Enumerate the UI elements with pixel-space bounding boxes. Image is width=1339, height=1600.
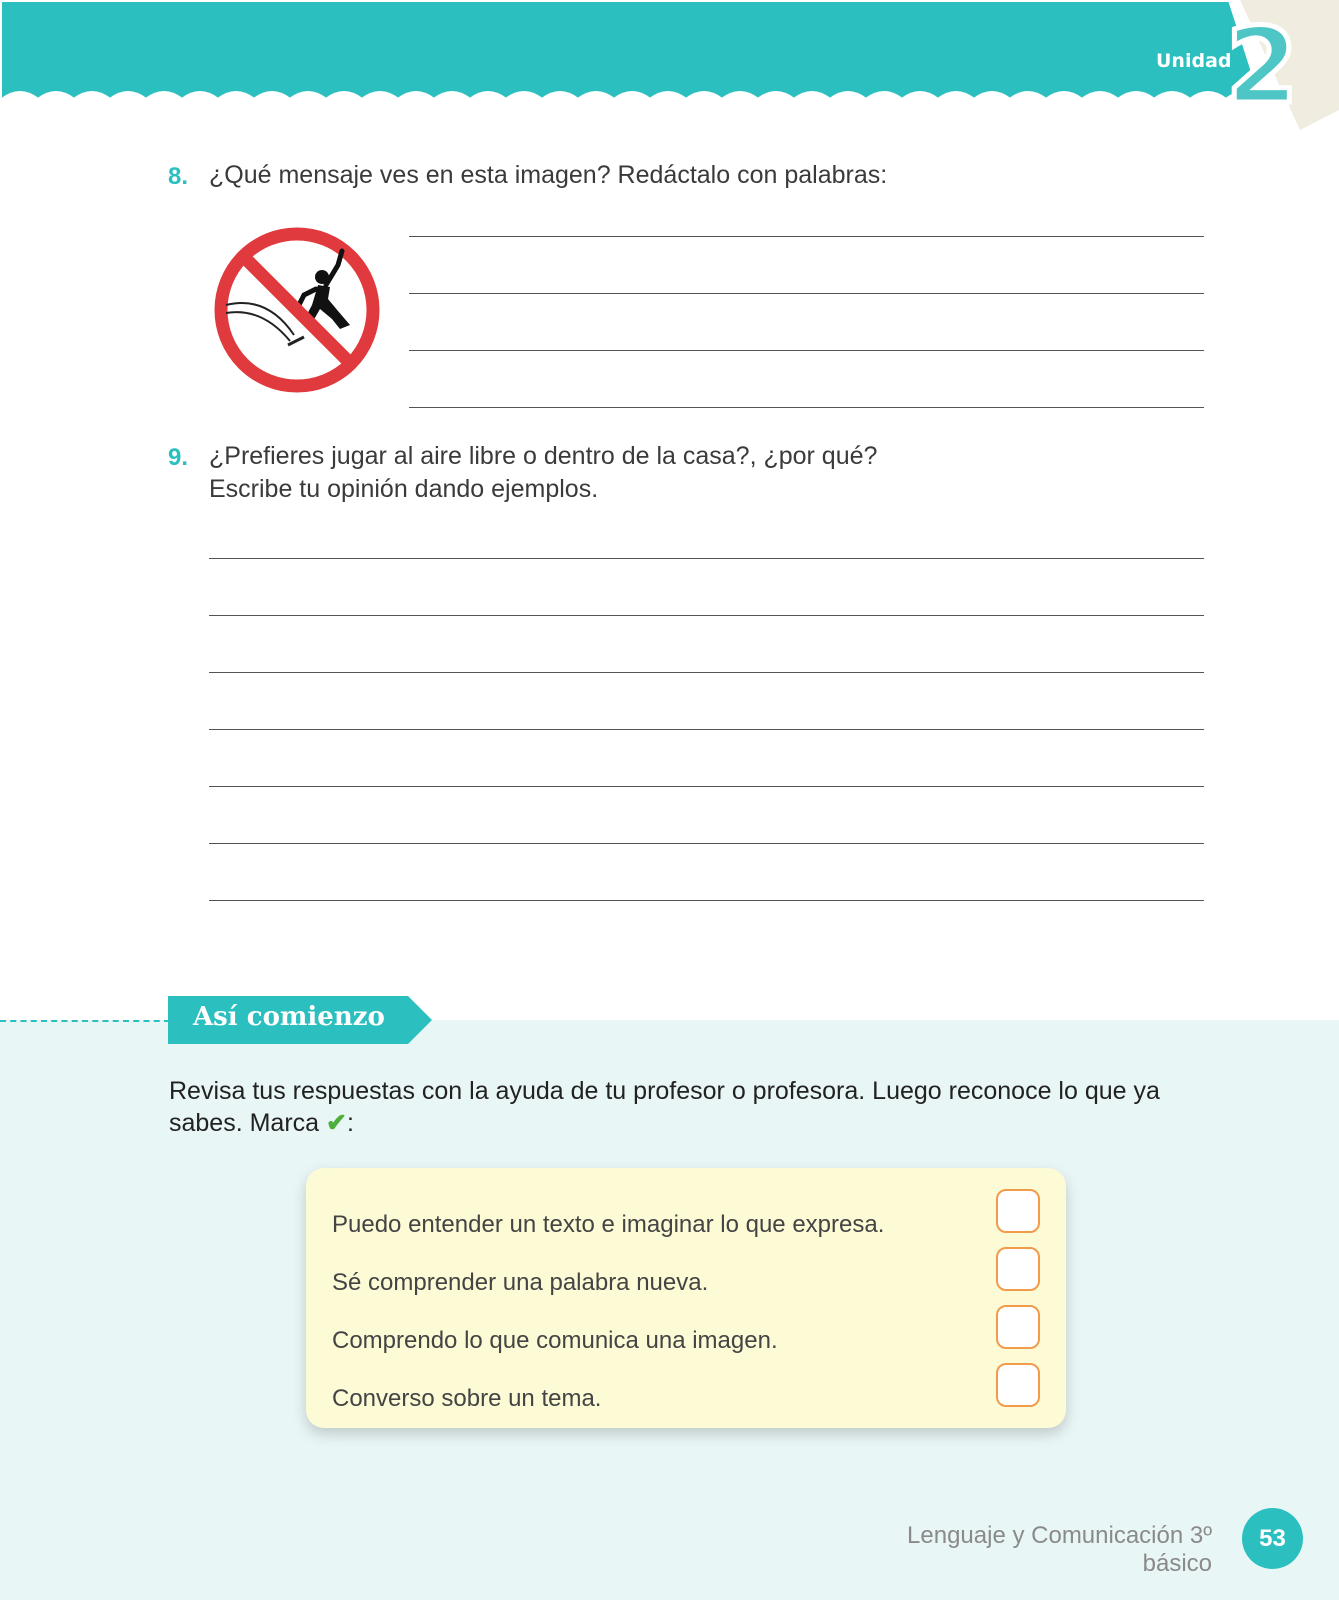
checklist-item-2: Sé comprender una palabra nueva. bbox=[332, 1269, 709, 1296]
instruction-text: sabes. Marca bbox=[169, 1109, 320, 1137]
instruction-line-1: Revisa tus respuestas con la ayuda de tu profesor o profesora. Luego reconoce lo que ya bbox=[169, 1077, 1160, 1105]
section-dashed-line bbox=[0, 1020, 170, 1022]
answer-line[interactable] bbox=[209, 615, 1204, 616]
question-9-text-line1: ¿Prefieres jugar al aire libre o dentro de la casa?, ¿por qué? bbox=[209, 442, 878, 470]
answer-line[interactable] bbox=[209, 786, 1204, 787]
no-jumping-sign-icon bbox=[212, 225, 382, 395]
answer-line[interactable] bbox=[409, 293, 1204, 294]
answer-line[interactable] bbox=[209, 900, 1204, 901]
question-8-number: 8. bbox=[168, 163, 189, 190]
answer-line[interactable] bbox=[409, 407, 1204, 408]
checklist-item-1: Puedo entender un texto e imaginar lo que expresa. bbox=[332, 1211, 885, 1238]
checklist-item-4: Converso sobre un tema. bbox=[332, 1385, 602, 1412]
section-instruction bbox=[169, 1075, 1189, 1139]
question-9-text-line2: Escribe tu opinión dando ejemplos. bbox=[209, 475, 599, 503]
unit-label: Unidad bbox=[1156, 50, 1232, 72]
checkbox-item-4[interactable] bbox=[996, 1363, 1040, 1407]
footer-book-title: Lenguaje y Comunicación 3º básico bbox=[907, 1522, 1212, 1577]
check-mark-icon: ✔ bbox=[326, 1109, 347, 1137]
checkbox-item-2[interactable] bbox=[996, 1247, 1040, 1291]
unit-number: 2 bbox=[1226, 5, 1299, 127]
section-title: Así comienzo bbox=[193, 1002, 385, 1032]
header-band bbox=[0, 0, 1339, 130]
question-9-number: 9. bbox=[168, 444, 189, 471]
instruction-line-2 bbox=[169, 1107, 1189, 1139]
checkbox-item-3[interactable] bbox=[996, 1305, 1040, 1349]
page-number-badge: 53 bbox=[1242, 1508, 1303, 1569]
checklist-item-3: Comprendo lo que comunica una imagen. bbox=[332, 1327, 778, 1354]
answer-line[interactable] bbox=[209, 672, 1204, 673]
answer-line[interactable] bbox=[209, 558, 1204, 559]
answer-line[interactable] bbox=[209, 843, 1204, 844]
question-8-text: ¿Qué mensaje ves en esta imagen? Redáctalo con palabras: bbox=[209, 161, 888, 189]
answer-line[interactable] bbox=[409, 350, 1204, 351]
instruction-colon: : bbox=[346, 1109, 354, 1137]
answer-line[interactable] bbox=[209, 729, 1204, 730]
checkbox-item-1[interactable] bbox=[996, 1189, 1040, 1233]
answer-line[interactable] bbox=[409, 236, 1204, 237]
self-assessment-checklist bbox=[306, 1168, 1066, 1428]
